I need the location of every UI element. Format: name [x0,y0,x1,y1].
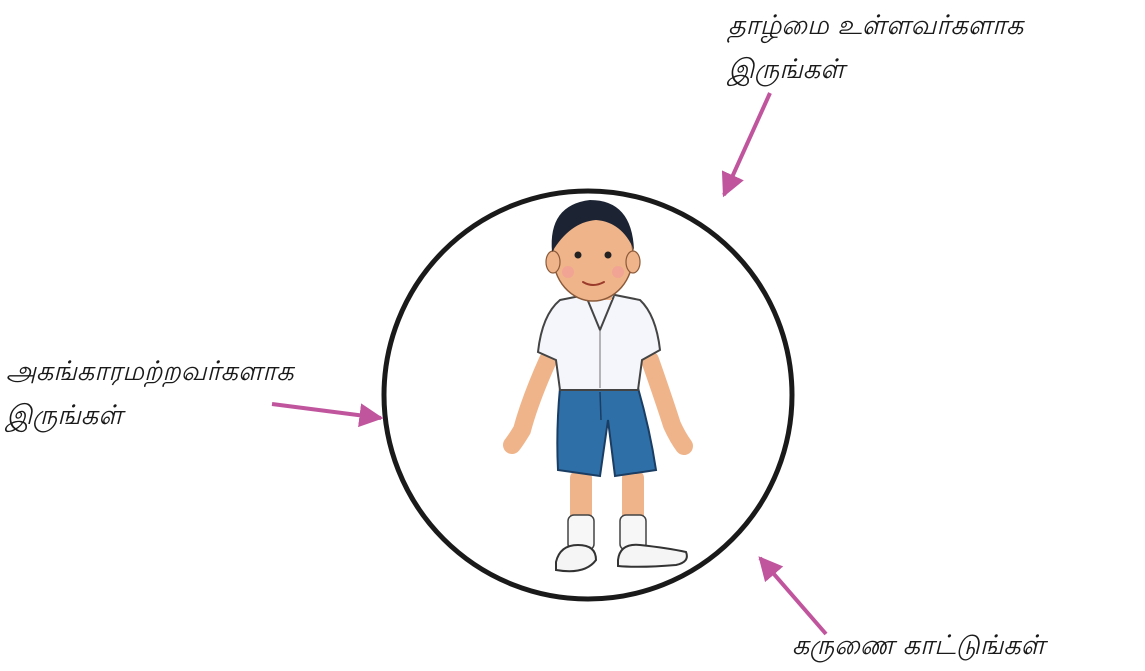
arrow-bottom [760,558,826,634]
label-not-arrogant-line-2: இருங்கள் [6,400,123,431]
label-humble [728,4,1023,92]
arrow-top [724,93,770,195]
label-not-arrogant-line-1: அகங்காரமற்றவர்களாக [6,356,294,387]
label-show-kindness [792,624,1045,668]
label-not-arrogant [6,350,294,438]
label-humble-line-2: இருங்கள் [728,54,845,85]
label-humble-line-1: தாழ்மை உள்ளவர்களாக [728,10,1024,41]
label-show-kindness-line-1: கருணை காட்டுங்கள் [792,630,1046,661]
